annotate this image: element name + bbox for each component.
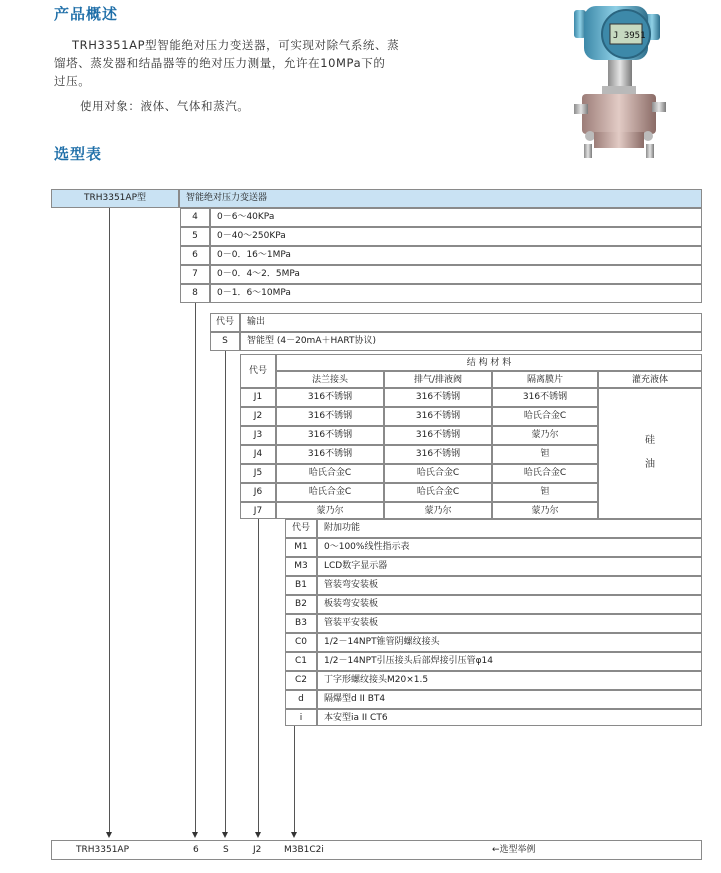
option-desc: 1/2－14NPT锥管阴螺纹接头: [317, 633, 702, 652]
range-desc: 0－0．4～2．5MPa: [210, 265, 702, 284]
output-code-header: 代号: [210, 313, 240, 332]
range-desc: 0－6～40KPa: [210, 208, 702, 227]
vent-material: 316不锈钢: [384, 407, 492, 426]
flange-material: 316不锈钢: [276, 445, 384, 464]
usage-text: 使用对象：液体、气体和蒸汽。: [80, 99, 250, 113]
option-desc: 管装弯安装板: [317, 576, 702, 595]
option-code: M1: [285, 538, 317, 557]
example-output: S: [223, 845, 229, 855]
diaphragm-material: 哈氏合金C: [492, 407, 598, 426]
diaphragm-material: 钽: [492, 445, 598, 464]
connector-output: [225, 351, 226, 834]
option-desc: 板装弯安装板: [317, 595, 702, 614]
flange-material: 316不锈钢: [276, 426, 384, 445]
vent-material: 蒙乃尔: [384, 502, 492, 519]
flange-material: 蒙乃尔: [276, 502, 384, 519]
arrow-range: [192, 832, 198, 838]
arrow-material: [255, 832, 261, 838]
structure-material-header: 结 构 材 料: [276, 354, 702, 371]
material-code: J4: [240, 445, 276, 464]
range-code: 8: [180, 284, 210, 303]
example-material: J2: [253, 845, 262, 855]
vent-material: 316不锈钢: [384, 426, 492, 445]
option-desc: 隔爆型d II BT4: [317, 690, 702, 709]
diaphragm-material: 蒙乃尔: [492, 502, 598, 519]
range-desc: 0－1．6～10MPa: [210, 284, 702, 303]
option-code-header: 代号: [285, 519, 317, 538]
range-code: 6: [180, 246, 210, 265]
flange-material: 316不锈钢: [276, 388, 384, 407]
option-desc: 本安型ia II CT6: [317, 709, 702, 726]
pressure-transmitter-image: [568, 4, 672, 162]
diaphragm-material: 316不锈钢: [492, 388, 598, 407]
option-code: B2: [285, 595, 317, 614]
material-code: J7: [240, 502, 276, 519]
range-desc: 0－0．16～1MPa: [210, 246, 702, 265]
range-code: 4: [180, 208, 210, 227]
material-code: J1: [240, 388, 276, 407]
material-code: J5: [240, 464, 276, 483]
option-code: C0: [285, 633, 317, 652]
vent-material: 316不锈钢: [384, 388, 492, 407]
material-code: J2: [240, 407, 276, 426]
fill-fluid-char-1: 硅: [645, 435, 655, 446]
product-overview-title: 产品概述: [54, 5, 119, 23]
option-code: d: [285, 690, 317, 709]
option-code: C1: [285, 652, 317, 671]
option-desc: 1/2－14NPT引压接头后部焊接引压管φ14: [317, 652, 702, 671]
option-desc: 0～100%线性指示表: [317, 538, 702, 557]
option-desc: 丁字形螺纹接头M20×1.5: [317, 671, 702, 690]
option-code: B1: [285, 576, 317, 595]
output-desc: 智能型 (4－20mA＋HART协议): [240, 332, 702, 351]
example-note: ←选型举例: [492, 845, 536, 855]
option-code: M3: [285, 557, 317, 576]
selection-table-title: 选型表: [54, 145, 103, 163]
option-desc-header: 附加功能: [317, 519, 702, 538]
output-desc-header: 输出: [240, 313, 702, 332]
material-code: J6: [240, 483, 276, 502]
vent-material: 316不锈钢: [384, 445, 492, 464]
vent-material: 哈氏合金C: [384, 483, 492, 502]
fill-fluid-cell: [598, 388, 702, 519]
connector-material: [258, 519, 259, 834]
flange-material: 哈氏合金C: [276, 464, 384, 483]
overview-line-3: 过压。: [54, 74, 91, 88]
connector-options: [294, 726, 295, 834]
option-code: i: [285, 709, 317, 726]
diaphragm-material: 哈氏合金C: [492, 464, 598, 483]
vent-column-header: 排气/排液阀: [384, 371, 492, 388]
range-code: 5: [180, 227, 210, 246]
option-desc: 管装平安装板: [317, 614, 702, 633]
connector-range: [195, 303, 196, 834]
option-desc: LCD数字显示器: [317, 557, 702, 576]
vent-material: 哈氏合金C: [384, 464, 492, 483]
arrow-model: [106, 832, 112, 838]
diaphragm-column-header: 隔离膜片: [492, 371, 598, 388]
material-code-header: 代号: [240, 354, 276, 388]
model-desc-cell: 智能绝对压力变送器: [179, 189, 702, 208]
example-model: TRH3351AP: [76, 845, 130, 855]
example-options: M3B1C2i: [284, 845, 324, 855]
overview-line-2: 馏塔、蒸发器和结晶器等的绝对压力测量，允许在10MPa下的: [54, 56, 386, 70]
fill-fluid-column-header: 灌充液体: [598, 371, 702, 388]
flange-material: 316不锈钢: [276, 407, 384, 426]
example-range: 6: [193, 845, 199, 855]
connector-model: [109, 208, 110, 834]
diaphragm-material: 蒙乃尔: [492, 426, 598, 445]
model-code-cell: TRH3351AP型: [51, 189, 179, 208]
arrow-output: [222, 832, 228, 838]
option-code: B3: [285, 614, 317, 633]
diaphragm-material: 钽: [492, 483, 598, 502]
flange-material: 哈氏合金C: [276, 483, 384, 502]
output-code: S: [210, 332, 240, 351]
arrow-options: [291, 832, 297, 838]
range-desc: 0－40～250KPa: [210, 227, 702, 246]
option-code: C2: [285, 671, 317, 690]
fill-fluid-char-2: 油: [645, 459, 655, 470]
flange-column-header: 法兰接头: [276, 371, 384, 388]
overview-line-1: TRH3351AP型智能绝对压力变送器，可实现对除气系统、蒸: [72, 38, 400, 52]
range-code: 7: [180, 265, 210, 284]
material-code: J3: [240, 426, 276, 445]
lcd-display-text: J 3951: [613, 31, 646, 41]
selection-example-row: [51, 840, 702, 860]
